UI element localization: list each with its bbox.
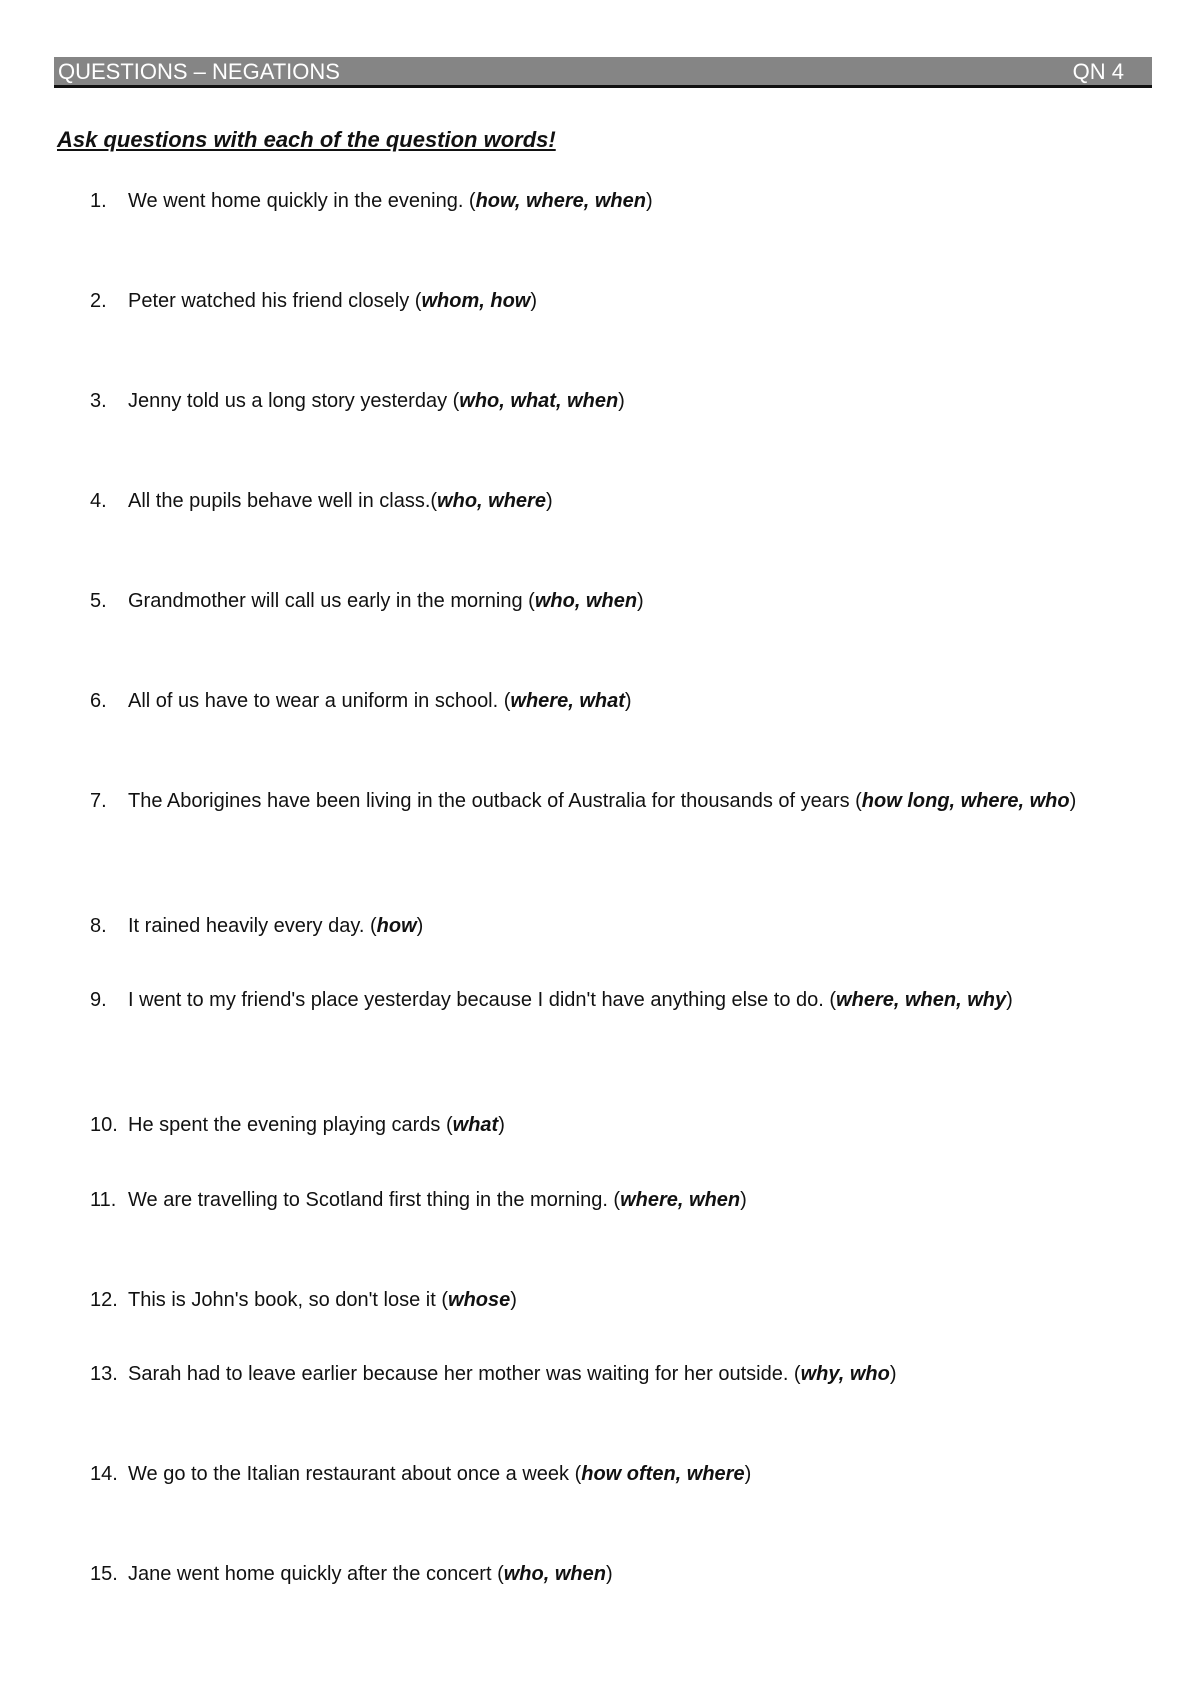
question-item: [90, 1187, 1150, 1213]
question-item: [90, 788, 1150, 814]
question-number: 2.: [90, 290, 107, 312]
question-text: This is John's book, so don't lose it (whose): [128, 1289, 517, 1311]
question-words: how long, where, who: [861, 790, 1070, 812]
question-number: 9.: [90, 989, 107, 1011]
question-item: [90, 1561, 1150, 1587]
question-words: where, what: [510, 690, 625, 712]
question-number: 1.: [90, 190, 107, 212]
question-item: [90, 688, 1150, 714]
question-text: Grandmother will call us early in the morning (who, when): [128, 590, 644, 612]
question-text: The Aborigines have been living in the outback of Australia for thousands of years (how long, where, who): [128, 790, 1077, 812]
question-text: It rained heavily every day. (how): [128, 915, 424, 937]
question-number: 14.: [90, 1463, 118, 1485]
header-bar: [54, 57, 1152, 88]
question-number: 3.: [90, 390, 107, 412]
question-text: Peter watched his friend closely (whom, how): [128, 290, 538, 312]
question-item: [90, 1461, 1150, 1487]
question-number: 4.: [90, 490, 107, 512]
question-item: [90, 288, 1150, 314]
question-text: I went to my friend's place yesterday because I didn't have anything else to do. (where, when, why): [128, 989, 1013, 1011]
question-words: how, where, when: [475, 190, 646, 212]
question-words: who, what, when: [459, 390, 619, 412]
question-words: why, who: [800, 1363, 890, 1385]
question-words: how: [376, 915, 417, 937]
question-words: who, where: [437, 490, 546, 512]
question-item: [90, 388, 1150, 414]
question-words: whose: [448, 1289, 511, 1311]
question-item: [90, 1112, 1150, 1138]
question-text: All the pupils behave well in class.(who, where): [128, 490, 553, 512]
question-words: where, when, why: [836, 989, 1007, 1011]
question-item: [90, 188, 1150, 214]
question-number: 5.: [90, 590, 107, 612]
question-text: We are travelling to Scotland first thing in the morning. (where, when): [128, 1189, 747, 1211]
question-text: Jenny told us a long story yesterday (who, what, when): [128, 390, 625, 412]
question-words: how often, where: [581, 1463, 745, 1485]
question-text: All of us have to wear a uniform in school. (where, what): [128, 690, 632, 712]
question-text: He spent the evening playing cards (what): [128, 1114, 505, 1136]
question-words: what: [452, 1114, 499, 1136]
question-words: who, when: [534, 590, 638, 612]
question-text: We went home quickly in the evening. (how, where, when): [128, 190, 653, 212]
question-item: [90, 987, 1150, 1013]
question-item: [90, 1361, 1150, 1387]
question-words: where, when: [620, 1189, 741, 1211]
question-number: 12.: [90, 1289, 118, 1311]
question-text: Sarah had to leave earlier because her mother was waiting for her outside. (why, who): [128, 1363, 897, 1385]
question-item: [90, 913, 1150, 939]
question-text: Jane went home quickly after the concert (who, when): [128, 1563, 613, 1585]
question-text: We go to the Italian restaurant about once a week (how often, where): [128, 1463, 752, 1485]
instruction-heading: Ask questions with each of the question words!: [57, 127, 556, 152]
question-number: 11.: [90, 1189, 117, 1211]
question-number: 15.: [90, 1563, 118, 1585]
question-number: 10.: [90, 1114, 118, 1136]
question-words: who, when: [503, 1563, 606, 1585]
question-item: [90, 1287, 1150, 1313]
worksheet-code: QN 4: [1072, 59, 1124, 84]
question-item: [90, 588, 1150, 614]
question-item: [90, 488, 1150, 514]
question-number: 6.: [90, 690, 107, 712]
question-number: 8.: [90, 915, 107, 937]
question-number: 7.: [90, 790, 107, 812]
question-words: whom, how: [421, 290, 531, 312]
worksheet-title: QUESTIONS – NEGATIONS: [58, 59, 340, 84]
question-number: 13.: [90, 1363, 118, 1385]
